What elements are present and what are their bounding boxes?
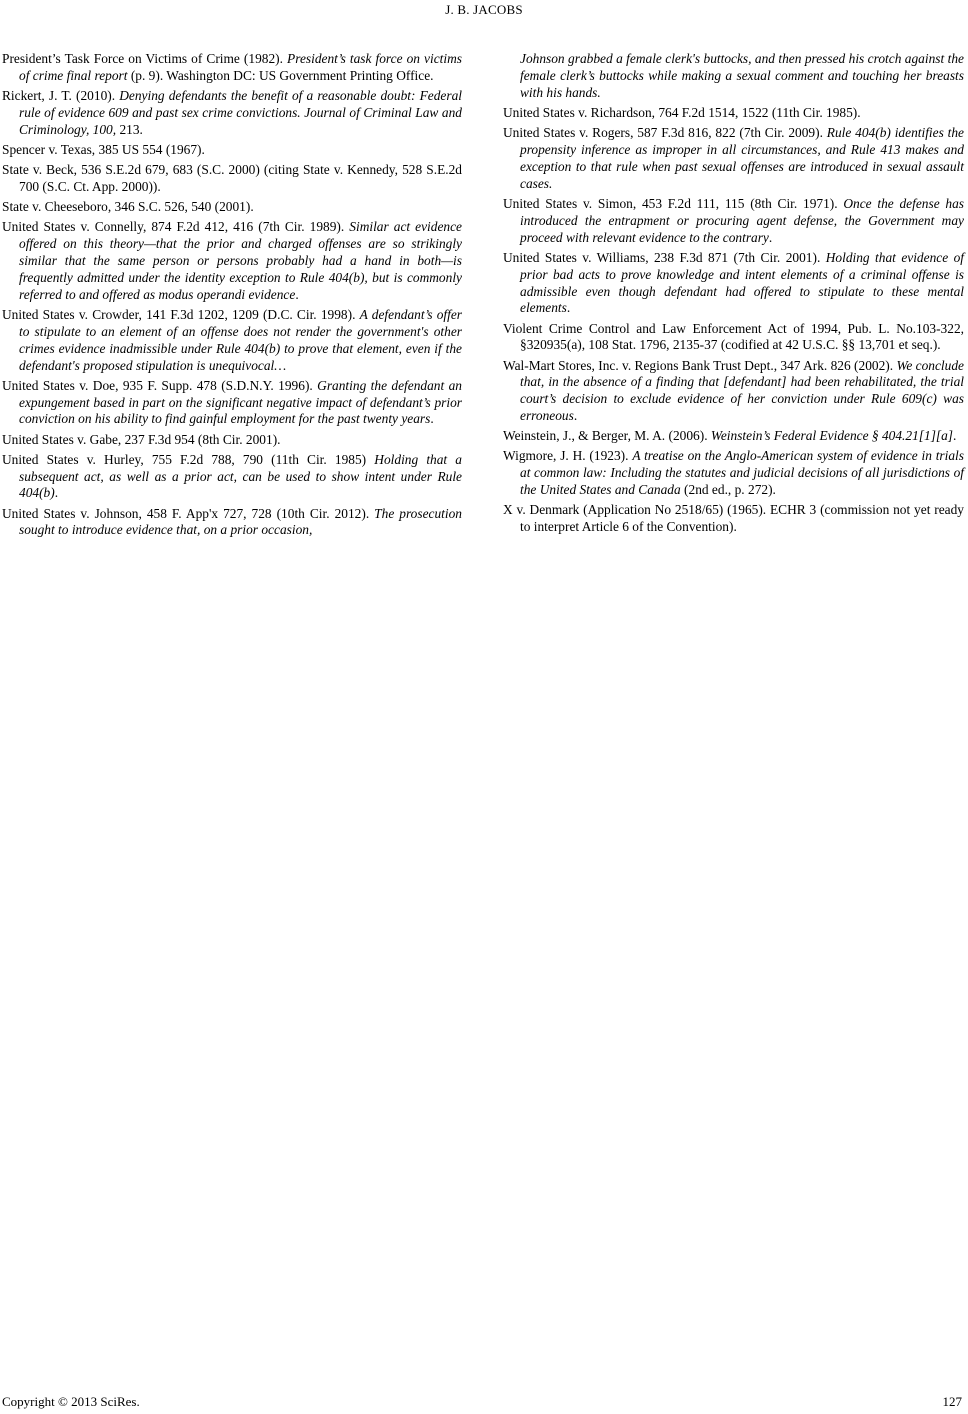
reference-entry: Spencer v. Texas, 385 US 554 (1967).: [2, 141, 205, 157]
reference-entry: United States v. Simon, 453 F.2d 111, 115 (8th Cir. 1971). Once the defense has introduced the entrapment or procuring agent defense, the Government may proceed with relevant evidence to the contrary.: [503, 195, 964, 245]
reference-entry: Weinstein, J., & Berger, M. A. (2006). Weinstein’s Federal Evidence § 404.21[1][a].: [503, 428, 957, 444]
reference-entry: Wal-Mart Stores, Inc. v. Regions Bank Trust Dept., 347 Ark. 826 (2002). We conclude that, in the absence of a finding that [defendant] had been rehabilitated, the trial court’s decision to exclude evidence of her conviction under Rule 609(c) was erroneous.: [503, 357, 964, 424]
reference-entry: United States v. Rogers, 587 F.3d 816, 822 (7th Cir. 2009). Rule 404(b) identifies the propensity inference as improper in all circumstances, and Rule 413 makes and exception to that rule when past sexual offenses are introduced in sexual assault cases.: [503, 125, 965, 191]
reference-continuation: Johnson grabbed a female clerk's buttocks, and then pressed his crotch against the female clerk’s buttocks while making a sexual comment and touching her breasts with his hands.: [520, 51, 964, 100]
reference-entry: United States v. Crowder, 141 F.3d 1202, 1209 (D.C. Cir. 1998). A defendant’s offer to stipulate to an element of an offense does not render the government's other crimes evidence inadmissible under Rule 404(b) to prove that element, even if the defendant's proposed stipulation is unequivocal…: [2, 306, 463, 373]
reference-entry: President’s Task Force on Victims of Crime (1982). President’s task force on victims of crime final report (p. 9). Washington DC: US Government Printing Office.: [2, 51, 462, 83]
reference-entry: United States v. Doe, 935 F. Supp. 478 (S.D.N.Y. 1996). Granting the defendant an expungement based in part on the significant negative impact of defendant’s prior conviction on his ability to find gainful employment for the past twenty years.: [2, 377, 462, 427]
reference-entry: United States v. Hurley, 755 F.2d 788, 790 (11th Cir. 1985) Holding that a subsequent act, as well as a prior act, can be used to show intent under Rule 404(b).: [2, 451, 462, 501]
references-left-column: [2, 51, 462, 543]
reference-entry: State v. Cheeseboro, 346 S.C. 526, 540 (2001).: [2, 199, 254, 214]
reference-entry: State v. Beck, 536 S.E.2d 679, 683 (S.C. 2000) (citing State v. Kennedy, 528 S.E.2d 700 (S.C. Ct. App. 2000)).: [2, 162, 462, 194]
reference-entry: Violent Crime Control and Law Enforcement Act of 1994, Pub. L. No.103-322, §320935(a), 108 Stat. 1796, 2135-37 (codified at 42 U.S.C. §§ 13,701 et seq.).: [503, 320, 964, 353]
reference-entry: United States v. Connelly, 874 F.2d 412, 416 (7th Cir. 1989). Similar act evidence offered on this theory—that the prior and charged offenses are so strikingly similar that the same person or persons probably had a hand in both—is frequently admitted under the identity exception to Rule 404(b), but is commonly referred to and offered as modus operandi evidence.: [2, 219, 462, 302]
reference-entry: United States v. Gabe, 237 F.3d 954 (8th Cir. 2001).: [2, 431, 281, 447]
reference-entry: United States v. Johnson, 458 F. App'x 727, 728 (10th Cir. 2012). The prosecution sought to introduce evidence that, on a prior occasion,: [2, 505, 462, 538]
copyright-notice: Copyright © 2013 SciRes.: [2, 1394, 140, 1409]
running-head: J. B. JACOBS: [445, 2, 523, 17]
page-number: 127: [942, 1394, 962, 1409]
reference-entry: United States v. Williams, 238 F.3d 871 (7th Cir. 2001). Holding that evidence of prior bad acts to prove knowledge and intent elements of a criminal offense is admissible even though defendant had offered to stipulate to these mental elements.: [503, 249, 964, 316]
reference-entry: X v. Denmark (Application No 2518/65) (1965). ECHR 3 (commission not yet ready to interpret Article 6 of the Convention).: [503, 502, 964, 535]
reference-entry: United States v. Richardson, 764 F.2d 1514, 1522 (11th Cir. 1985).: [503, 104, 861, 120]
references-right-column: [503, 51, 964, 539]
reference-entry: Rickert, J. T. (2010). Denying defendants the benefit of a reasonable doubt: Federal rule of evidence 609 and past sex crime convictions. Journal of Criminal Law and Criminology, 100, 213.: [2, 88, 462, 137]
reference-entry: Wigmore, J. H. (1923). A treatise on the Anglo-American system of evidence in trials at common law: Including the statutes and judicial decisions of all jurisdictions of the United States and Canada (2nd ed., p. 272).: [503, 448, 964, 498]
